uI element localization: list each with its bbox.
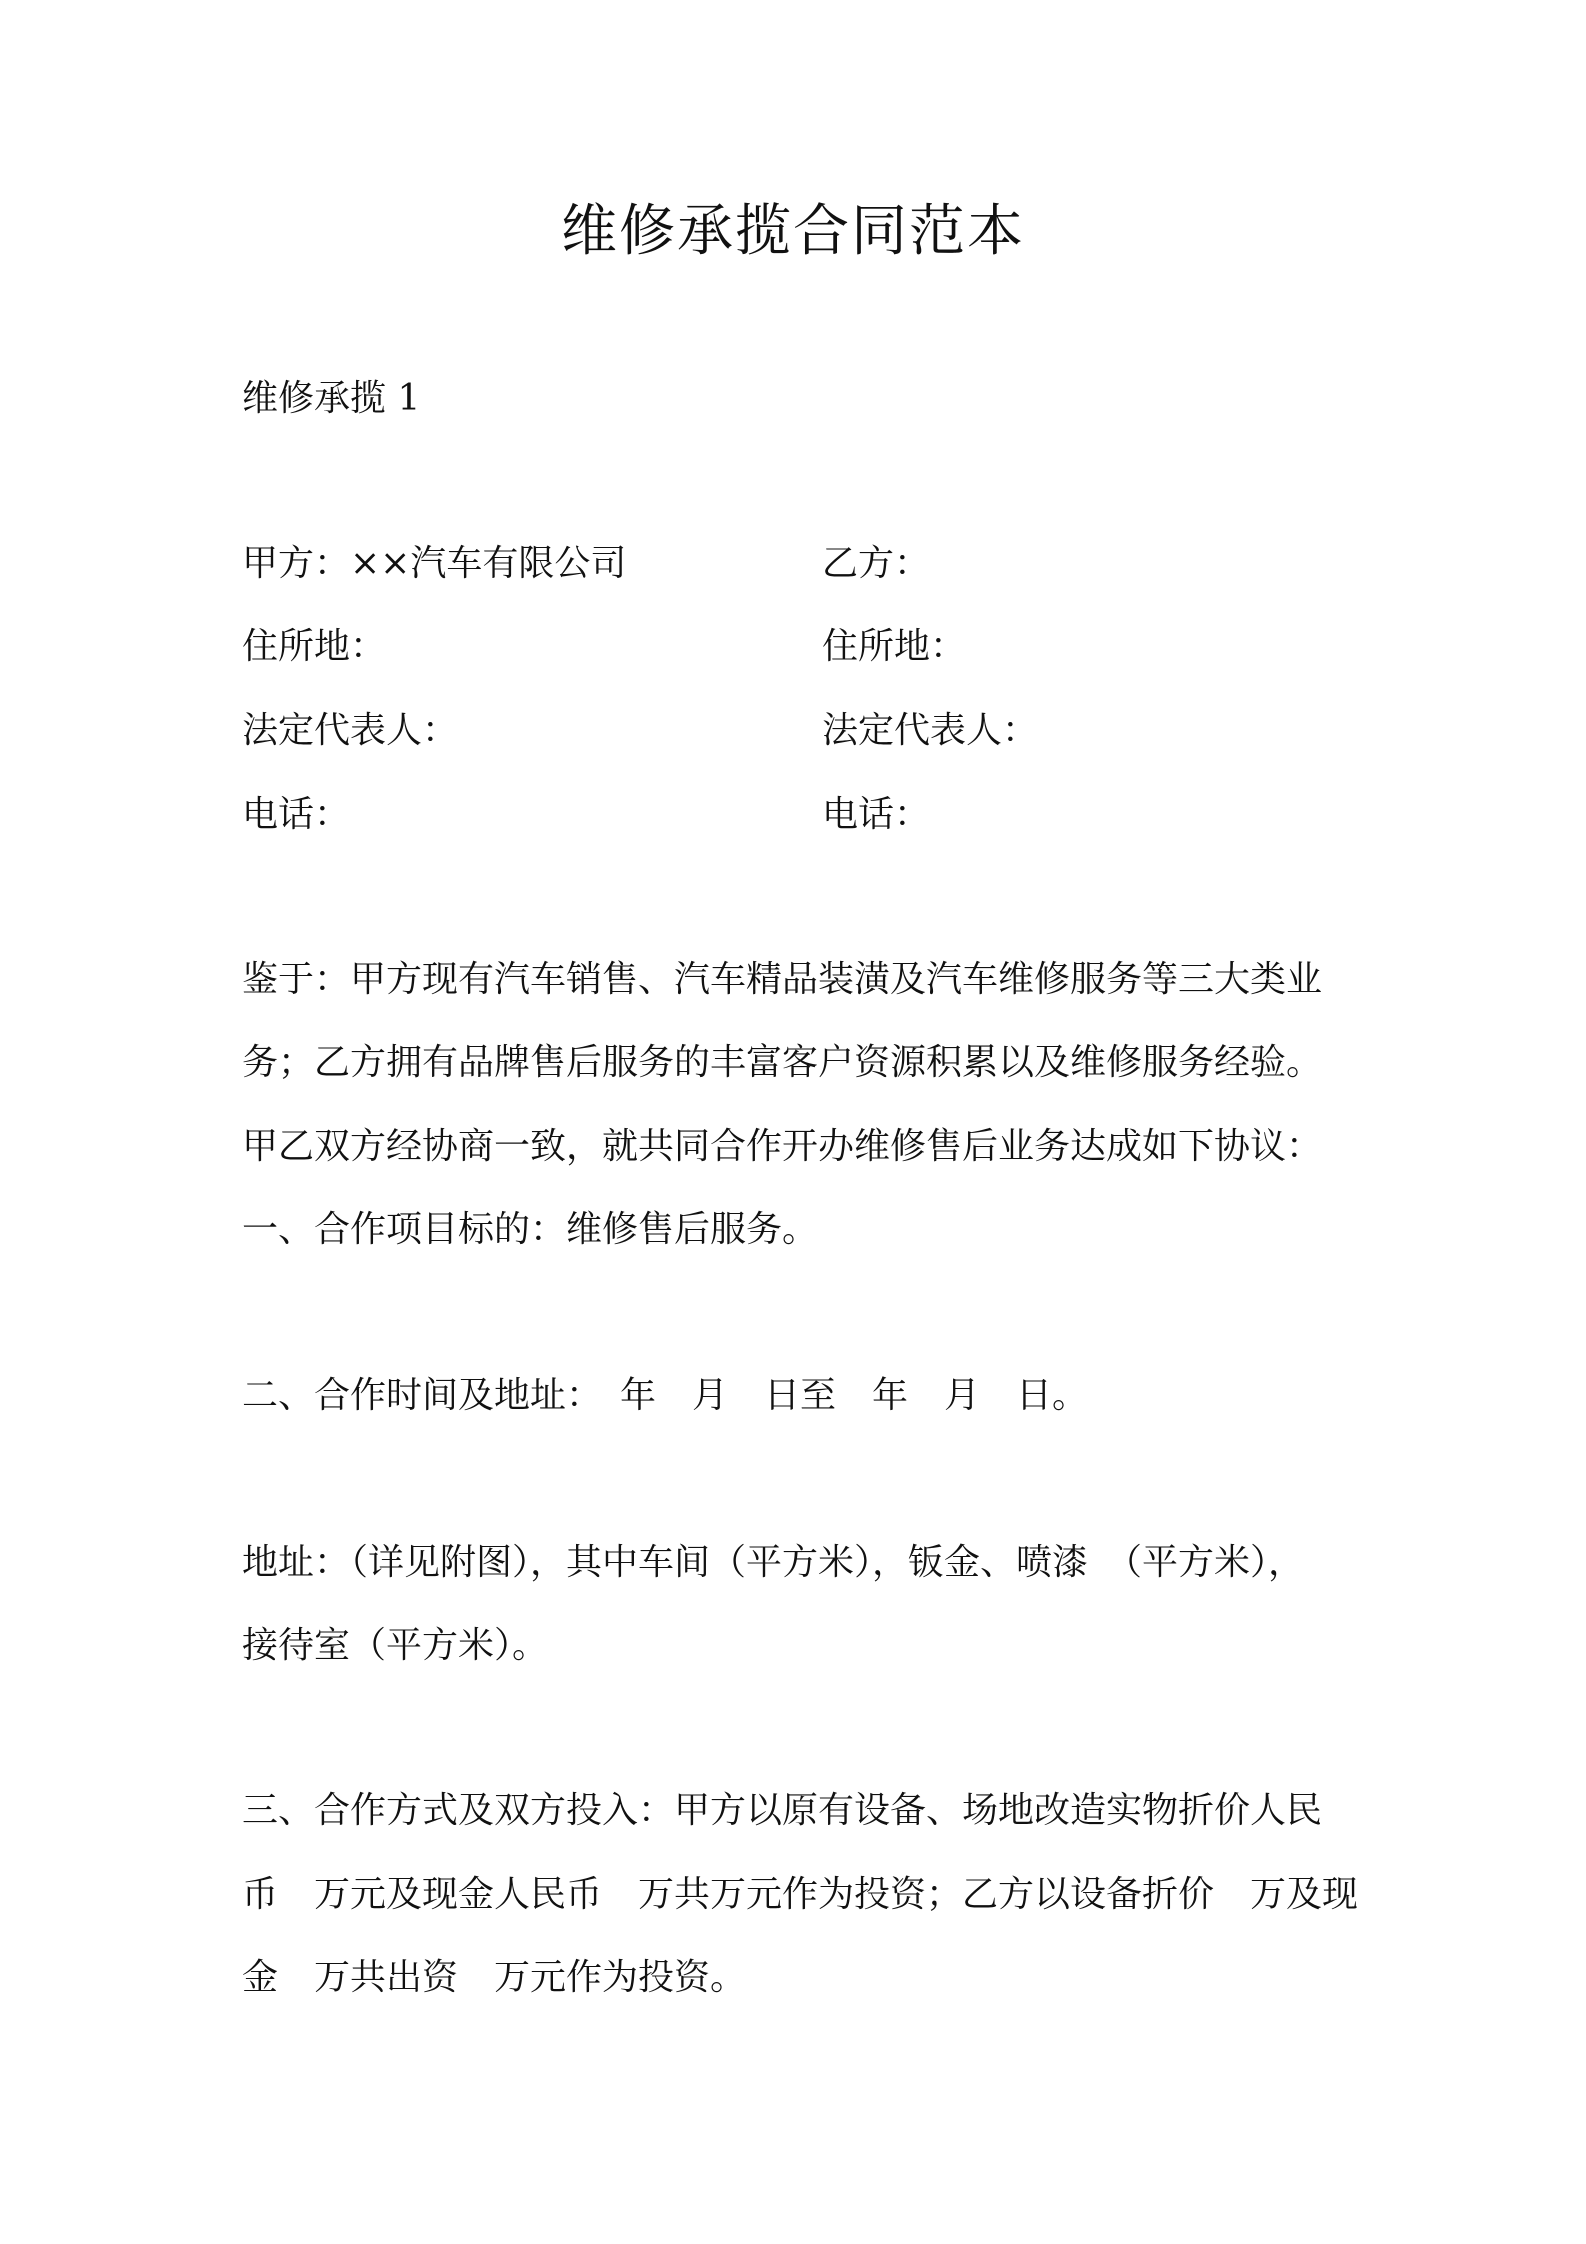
party-b-phone-label: 电话： [822, 794, 931, 835]
party-a-legal-rep-label: 法定代表人： [242, 710, 459, 751]
party-a-phone-label: 电话： [242, 794, 351, 835]
party-b-address-label: 住所地： [822, 626, 967, 667]
address-line: 地址：（详见附图），其中车间（平方米），钣金、喷漆 （平方米）， [242, 1542, 1305, 1583]
party-a-address-label: 住所地： [242, 626, 387, 667]
document-subtitle: 维修承揽 1 [242, 378, 421, 419]
document-title: 维修承揽合同范本 [561, 199, 1025, 264]
clause-3-line: 币 万元及现金人民币 万共万元作为投资；乙方以设备折价 万及现 [242, 1874, 1359, 1915]
clause-3-line: 金 万共出资 万元作为投资。 [242, 1957, 747, 1998]
address-line: 接待室（平方米）。 [242, 1625, 549, 1666]
preamble-line: 鉴于：甲方现有汽车销售、汽车精品装潢及汽车维修服务等三大类业 [242, 959, 1323, 1000]
party-b-name: 乙方： [822, 543, 931, 584]
preamble-line: 务；乙方拥有品牌售后服务的丰富客户资源积累以及维修服务经验。 [242, 1042, 1323, 1083]
party-b-legal-rep-label: 法定代表人： [822, 710, 1039, 751]
clause-1: 一、合作项目标的：维修售后服务。 [242, 1209, 819, 1250]
clause-3-line: 三、合作方式及双方投入：甲方以原有设备、场地改造实物折价人民 [242, 1790, 1323, 1831]
clause-2: 二、合作时间及地址： 年 月 日至 年 月 日。 [242, 1375, 1089, 1416]
party-a-name: 甲方：××汽车有限公司 [242, 543, 627, 584]
preamble-line: 甲乙双方经协商一致，就共同合作开办维修售后业务达成如下协议： [242, 1126, 1323, 1167]
